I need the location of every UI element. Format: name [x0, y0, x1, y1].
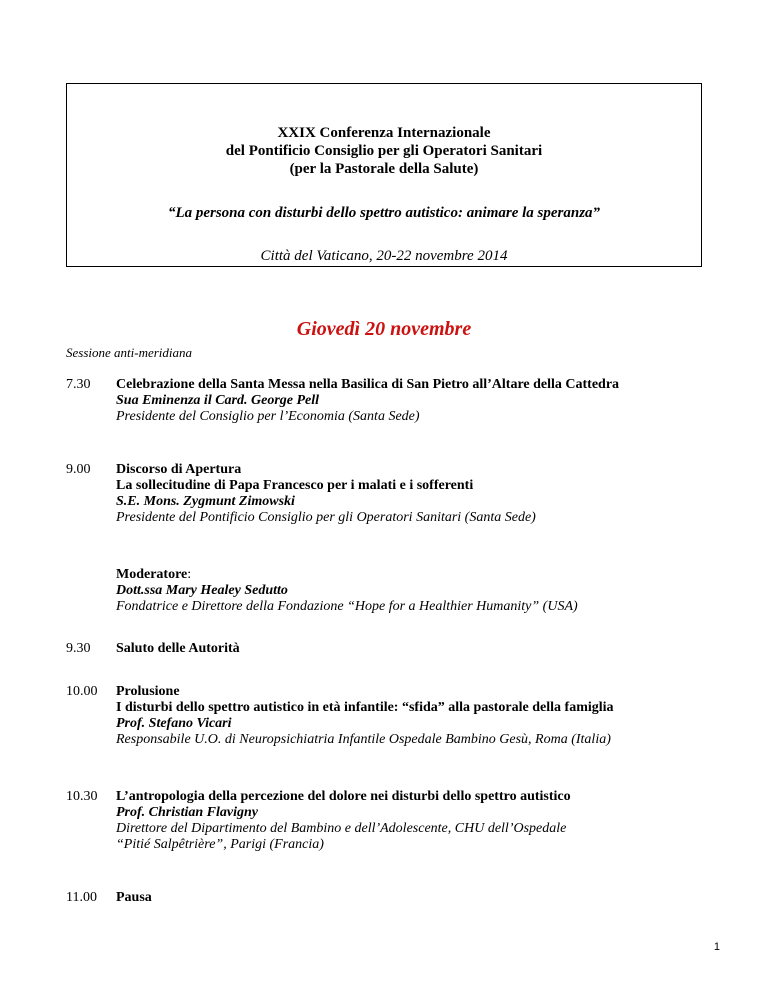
day-heading: Giovedì 20 novembre — [296, 318, 472, 340]
conference-title-line-2: del Pontificio Consiglio per gli Operatori Sanitari — [225, 143, 543, 159]
program-speaker: Sua Eminenza il Card. George Pell — [116, 393, 320, 408]
moderator-label: Moderatore — [116, 567, 188, 582]
session-label: Sessione anti-meridiana — [66, 345, 193, 360]
program-speaker: Prof. Stefano Vicari — [116, 716, 232, 731]
conference-title-line-1: XXIX Conferenza Internazionale — [277, 125, 491, 141]
program-affiliation-cont: “Pitié Salpêtrière”, Parigi (Francia) — [116, 837, 324, 852]
program-time: 10.30 — [66, 789, 98, 804]
program-affiliation: Direttore del Dipartimento del Bambino e dell’Adolescente, CHU dell’Ospedale — [116, 821, 567, 836]
program-title: Discorso di Apertura — [116, 462, 242, 477]
program-speaker: S.E. Mons. Zygmunt Zimowski — [116, 494, 295, 509]
program-time: 9.00 — [66, 462, 91, 477]
program-subtitle: La sollecitudine di Papa Francesco per i malati e i sofferenti — [116, 478, 474, 493]
program-title: Saluto delle Autorità — [116, 641, 240, 656]
program-time: 10.00 — [66, 684, 98, 699]
program-time: 11.00 — [66, 890, 97, 905]
conference-header-box — [66, 83, 702, 267]
program-title: Celebrazione della Santa Messa nella Basilica di San Pietro all’Altare della Cattedra — [116, 377, 620, 392]
program-affiliation: Presidente del Pontificio Consiglio per gli Operatori Sanitari (Santa Sede) — [116, 510, 536, 525]
moderator-label-colon: : — [187, 567, 192, 582]
conference-title-line-3: (per la Pastorale della Salute) — [289, 161, 479, 177]
program-time: 9.30 — [66, 641, 91, 656]
program-title: Pausa — [116, 890, 152, 905]
program-title: L’antropologia della percezione del dolore nei disturbi dello spettro autistico — [116, 789, 571, 804]
program-affiliation: Responsabile U.O. di Neuropsichiatria Infantile Ospedale Bambino Gesù, Roma (Italia) — [116, 732, 611, 747]
program-speaker: Prof. Christian Flavigny — [116, 805, 258, 820]
program-time: 7.30 — [66, 377, 91, 392]
program-title: Prolusione — [116, 684, 180, 699]
program-speaker: Dott.ssa Mary Healey Sedutto — [116, 583, 288, 598]
conference-theme: “La persona con disturbi dello spettro autistico: animare la speranza” — [167, 205, 601, 221]
program-subtitle: I disturbi dello spettro autistico in età infantile: “sfida” alla pastorale della famiglia — [116, 700, 614, 715]
conference-place-date: Città del Vaticano, 20-22 novembre 2014 — [260, 248, 508, 264]
program-affiliation: Fondatrice e Direttore della Fondazione “Hope for a Healthier Humanity” (USA) — [116, 599, 578, 614]
page-number: 1 — [713, 941, 720, 953]
program-affiliation: Presidente del Consiglio per l’Economia (Santa Sede) — [116, 409, 420, 424]
